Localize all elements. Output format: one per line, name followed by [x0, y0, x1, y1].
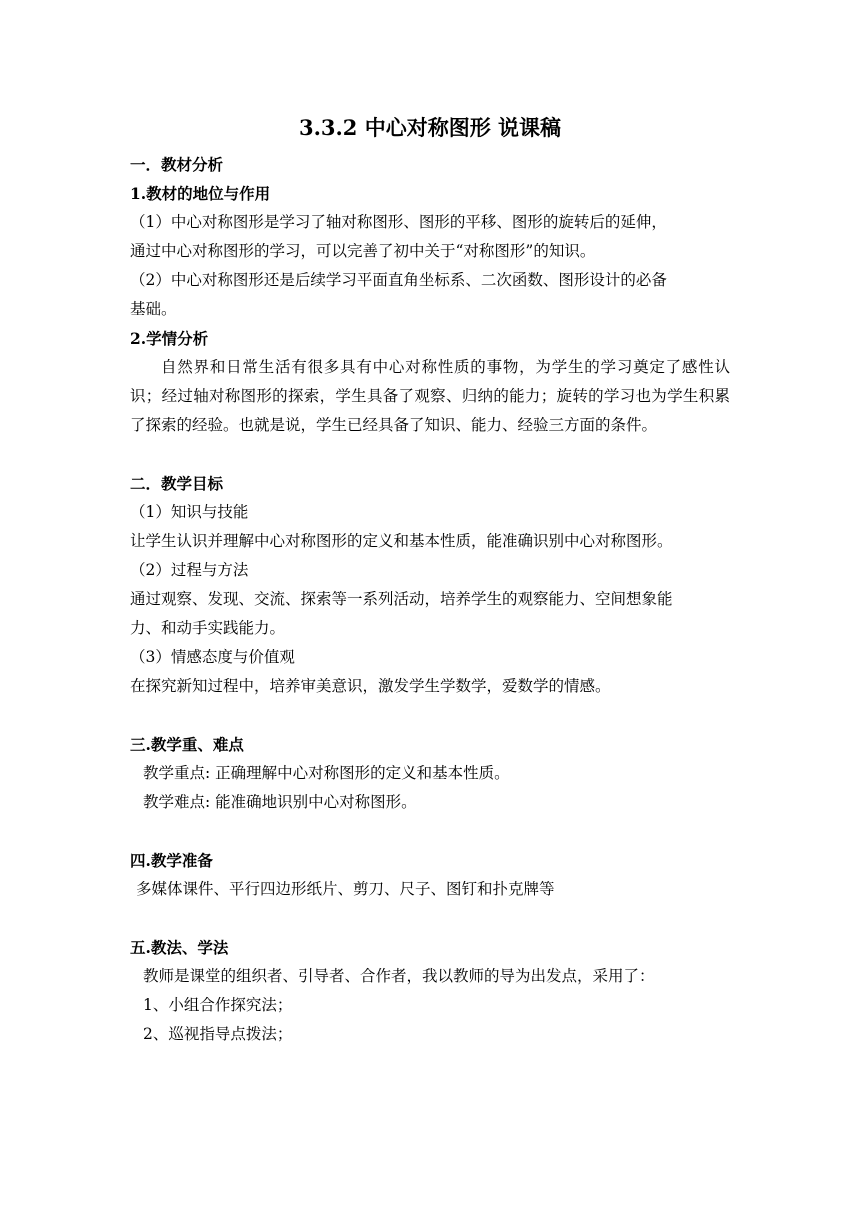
- objective-label-process: （2）过程与方法: [130, 561, 249, 579]
- difficult-point-text: 教学难点: 能准确地识别中心对称图形。: [143, 793, 417, 811]
- subsection-heading-role: 1.教材的地位与作用: [130, 184, 271, 203]
- methods-intro: 教师是课堂的组织者、引导者、合作者，我以教师的导为出发点，采用了：: [143, 967, 655, 985]
- document-title: 3.3.2 中心对称图形 说课稿: [298, 115, 562, 140]
- objective-label-knowledge: （1）知识与技能: [130, 503, 249, 521]
- paragraph-line: 通过中心对称图形的学习，可以完善了初中关于“对称图形”的知识。: [130, 242, 596, 260]
- objective-text-knowledge: 让学生认识并理解中心对称图形的定义和基本性质，能准确识别中心对称图形。: [130, 532, 673, 550]
- section-heading-key-points: 三.教学重、难点: [130, 735, 244, 754]
- objective-label-attitude: （3）情感态度与价值观: [130, 648, 295, 666]
- section-heading-analysis: 一．教材分析: [130, 155, 224, 174]
- spacer: [130, 701, 730, 730]
- subsection-heading-learners: 2.学情分析: [130, 329, 209, 348]
- section-heading-objectives: 二．教学目标: [130, 474, 224, 493]
- learner-analysis-paragraph: 自然界和日常生活有很多具有中心对称性质的事物，为学生的学习奠定了感性认识；经过轴对称图形的探索，学生具备了观察、归纳的能力；旋转的学习也为学生积累了探索的经验。也就是说，学生已经具备了知识、能力、经验三方面的条件。: [130, 358, 730, 434]
- section-heading-preparation: 四.教学准备: [130, 851, 213, 870]
- spacer: [130, 817, 730, 846]
- section-heading-methods: 五.教法、学法: [130, 938, 229, 957]
- spacer: [130, 440, 730, 469]
- objective-text-process: 通过观察、发现、交流、探索等一系列活动，培养学生的观察能力、空间想象能: [130, 590, 673, 608]
- method-item: 2、巡视指导点拨法；: [143, 1025, 293, 1043]
- preparation-text: 多媒体课件、平行四边形纸片、剪刀、尺子、图钉和扑克牌等: [136, 880, 555, 898]
- key-point-text: 教学重点: 正确理解中心对称图形的定义和基本性质。: [143, 764, 510, 782]
- paragraph-line: 基础。: [130, 300, 177, 318]
- document-body: [130, 150, 730, 1049]
- paragraph-line: （2）中心对称图形还是后续学习平面直角坐标系、二次函数、图形设计的必备: [130, 271, 667, 289]
- spacer: [130, 904, 730, 933]
- method-item: 1、小组合作探究法；: [143, 996, 293, 1014]
- paragraph-line: （1）中心对称图形是学习了轴对称图形、图形的平移、图形的旋转后的延伸，: [130, 213, 667, 231]
- objective-text-attitude: 在探究新知过程中，培养审美意识，激发学生学数学，爱数学的情感。: [130, 677, 611, 695]
- objective-text-process: 力、和动手实践能力。: [130, 619, 286, 637]
